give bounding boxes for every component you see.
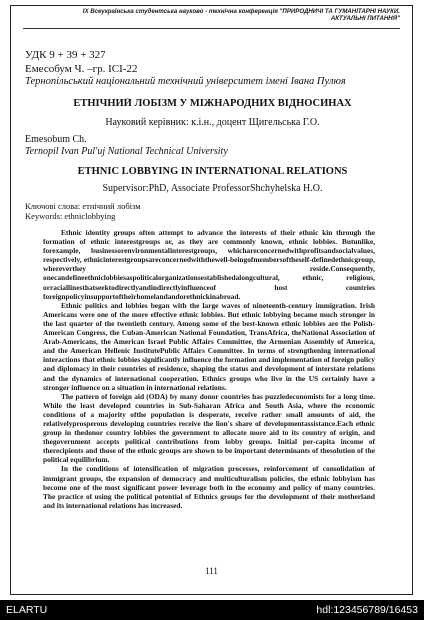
title-en: ETHNIC LOBBYING IN INTERNATIONAL RELATIONS: [77, 166, 348, 177]
repository-footer: [0, 600, 424, 620]
paragraph-1: Ethnic identity groups often attempt to advance the interests of their ethnic kin through the formation of ethnic interestgroups or, as they are commonly known, ethnic lobbies. Butunlike, forexample, businessorenvironmentalinterestgroups, whichareconcernedwithprofitsandsocialvalues, respectively, ethnicinterestgroupsareconcernedwiththewell-beingofmembersoftheself-definedethnicgroup, whereverthey reside.Consequently, onecandefineethniclobbiesaspoliticalorganizationsestablishedalongcultural, ethnic, religious, orraciallinesthatseektodirectlyandindirectlyinfluenceof host countries foreignpolicyinsupportoftheirhomelandandorethnickinabroad.: [43, 228, 375, 301]
page-number: 111: [205, 566, 218, 576]
handle-id: hdl:123456789/16453: [316, 604, 418, 616]
author-en: Emesobum Ch.: [25, 134, 87, 145]
keywords-ua: Ключові слова: етнічний лобізм: [25, 201, 141, 211]
header-rule: [23, 28, 400, 29]
running-header: IX Всеукраїнська студентська науково - технічна конференція "ПРИРОДНИЧІ ТА ГУМАНІТАРНІ НАУКИ. АКТУАЛЬНІ ПИТАННЯ": [82, 8, 400, 22]
supervisor-ua: Науковий керівник: к.і.н., доцент Щигельська Г.О.: [105, 117, 320, 128]
supervisor-en: Supervisor:PhD, Associate ProfessorShchyhelska H.O.: [102, 183, 323, 194]
repository-name: ELARTU: [6, 604, 48, 616]
paragraph-2: Ethnic politics and lobbies began with the large waves of nineteenth-century immigration. Irish Americans were one of the more effective ethnic lobbies. But ethnic lobbying became much stronger in the last quarter of the twentieth century. Among some of the best-known ethnic lobbies are the Polish-American Congress, the Cuban-American National Foundation, TransAfrica, theNational Association of Arab-Americans, the American Israel Public Affairs Committee, the Armenian Assembly of America, and the American Hellenic InstitutePublic Affairs Committee. In terms of strengthening international interactions that ethnic lobbies significantly influence the formation and implementation of foreign policy and diplomacy in their countries of residence, shaping the status and development of interstate relations and the dynamics of international cooperation. Ethnics groups who live in the US certainly have a stronger influence on a situation in international relations.: [43, 300, 375, 392]
paragraph-3: The pattern of foreign aid (ODA) by many donor countries has puzzledeconomists for a long time. While the least developed countries in Sub-Saharan Africa and South Asia, where the economic conditions of a majority ofthe population is desperate, receive rather small amounts of aid, the relativelyprosperous developing countries receive the lion's share of developmentassistance.Each ethnic group in thedonor country lobbies the government to allocate more aid to its country of origin, and thegovernment accepts political contributions from lobby groups. Initial per-capita income of therecipients and those of the ethnic groups are shown to be important determinants of thesolution of the political equilibrium.: [43, 391, 375, 465]
paper-page: [10, 5, 413, 595]
title-ua: ЕТНІЧНИЙ ЛОБІЗМ У МІЖНАРОДНИХ ВІДНОСИНАХ: [73, 98, 352, 109]
affiliation-en: Ternopil Ivan Pul'uj National Technical University: [25, 146, 228, 157]
author-ua: Емесобум Ч. –гр. ІСІ-22: [25, 63, 138, 75]
body-text: [43, 228, 375, 510]
keywords-en: Keywords: ethniclobbying: [25, 211, 116, 221]
paragraph-4: In the conditions of intensification of migration processes, reinforcement of consolidation of immigrant groups, the expansion of democracy and multiculturalism policies, the ethnic lobbyism has become one of the most significant power leverage both in the economy and policy of many countries. The practice of using the political potential of Ethnics groups for the development of their motherland and its international relations has increased.: [43, 464, 375, 510]
affiliation-ua: Тернопільський національний технічний університет імені Івана Пулюя: [25, 76, 346, 87]
udc-code: УДК 9 + 39 + 327: [25, 49, 106, 61]
